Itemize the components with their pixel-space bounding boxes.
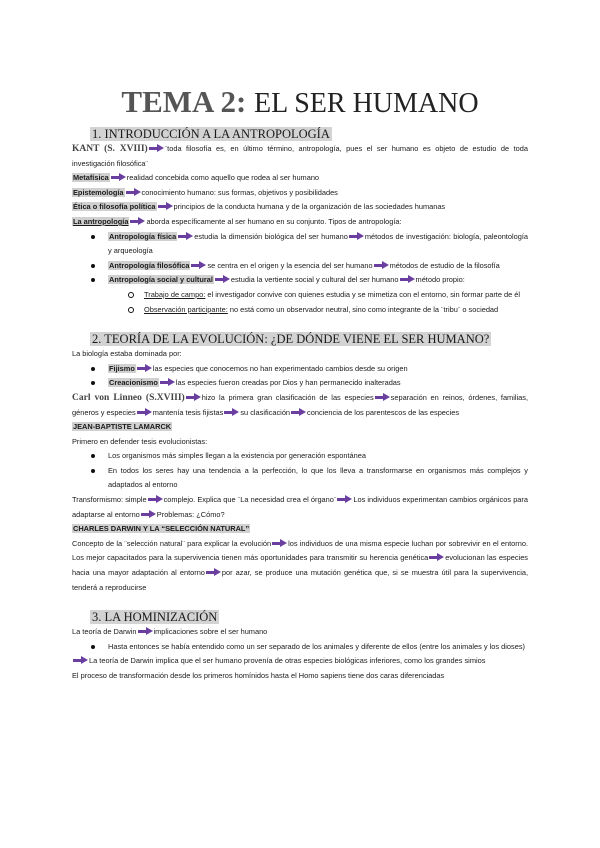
right-arrow-icon xyxy=(130,218,145,225)
right-arrow-icon xyxy=(138,628,153,635)
right-arrow-icon xyxy=(149,145,164,152)
right-arrow-icon xyxy=(160,379,175,386)
implica-line: La teoría de Darwin implica que el ser humano provenía de otras especies biológicas inferiores, como los grandes simios xyxy=(72,654,528,669)
biologia-intro: La biología estaba dominada por: xyxy=(72,349,182,359)
right-arrow-icon xyxy=(291,409,306,416)
darwin-paragraph: Concepto de la ¨selección natural¨ para explicar la evolución los individuos de una misma especie luchan por sobrevivir en el entorno. Los mejor capacitados para la supervivencia tienen más oportunidades para transmitir su herencia genética evolucionan las especies hacia una mayor adaptación al entorno por azar, se produce una mutación genética que, si se muestra útil para la supervivencia, tenderá a reproducirse xyxy=(72,538,528,592)
lamarck-intro: Primero en defender tesis evolucionistas: xyxy=(72,436,208,446)
right-arrow-icon xyxy=(272,540,287,547)
right-arrow-icon xyxy=(374,262,389,269)
section-2-heading: 2. TEORÍA DE LA EVOLUCIÓN: ¿DE DÓNDE VIENE EL SER HUMANO? xyxy=(92,332,490,347)
right-arrow-icon xyxy=(141,511,156,518)
right-arrow-icon xyxy=(126,189,141,196)
right-arrow-icon xyxy=(215,276,230,283)
right-arrow-icon xyxy=(349,233,364,240)
kant-paragraph: KANT (S. XVIII) ¨toda filosofía es, en último término, antropología, pues el ser humano es objeto de estudio de toda investigación filosófica¨ xyxy=(72,144,528,168)
right-arrow-icon xyxy=(73,657,88,664)
right-arrow-icon xyxy=(224,409,239,416)
transformismo-paragraph: Transformismo: simple complejo. Explica que ¨La necesidad crea el órgano¨ Los individuos experimentan cambios orgánicos para adaptarse al entorno Problemas: ¿Cómo? xyxy=(72,495,528,519)
right-arrow-icon xyxy=(137,365,152,372)
list-item-lamarck-1: Los organismos más simples llegan a la existencia por generación espontánea xyxy=(72,449,528,464)
right-arrow-icon xyxy=(186,394,201,401)
right-arrow-icon xyxy=(158,203,173,210)
list-item-fisica: Antropología física estudia la dimensión biológica del ser humano métodos de investigación: biología, paleontología y arqueología xyxy=(72,230,528,259)
right-arrow-icon xyxy=(429,554,444,561)
right-arrow-icon xyxy=(191,262,206,269)
right-arrow-icon xyxy=(400,276,415,283)
title-number: TEMA 2: xyxy=(121,84,247,119)
epistemologia-line: Epistemología conocimiento humano: sus formas, objetivos y posibilidades xyxy=(73,187,338,197)
linneo-paragraph: Carl von Linneo (S.XVIII) hizo la primera gran clasificación de las especies separación en reinos, órdenes, familias, géneros y especies mantenía tesis fijistas su clasificación conciencia de los parentescos de las especies xyxy=(72,392,528,417)
right-arrow-icon xyxy=(337,496,352,503)
metafisica-line: Metafísica realidad concebida como aquello que rodea al ser humano xyxy=(73,173,320,183)
darwin-heading: CHARLES DARWIN Y LA “SELECCIÓN NATURAL” xyxy=(73,524,250,534)
list-item-lamarck-2: En todos los seres hay una tendencia a la perfección, lo que los lleva a transformarse en organismos más complejos y adaptados al entorno xyxy=(72,464,528,493)
list-item-filosofica: Antropología filosófica se centra en el origen y la esencia del ser humano métodos de estudio de la filosofía xyxy=(72,259,528,274)
section-3-heading: 3. LA HOMINIZACIÓN xyxy=(92,610,218,625)
list-item-observacion: Observación participante: no está como un observador neutral, sino como integrante de la ¨tribu¨ o sociedad xyxy=(72,303,528,318)
antropologia-line: La antropología aborda específicamente al ser humano en su conjunto. Tipos de antropología: xyxy=(73,216,402,226)
proceso-line: El proceso de transformación desde los primeros homínidos hasta el Homo sapiens tiene dos caras diferenciadas xyxy=(72,671,445,680)
right-arrow-icon xyxy=(375,394,390,401)
page-title xyxy=(72,82,528,122)
right-arrow-icon xyxy=(148,496,163,503)
right-arrow-icon xyxy=(111,174,126,181)
section-1-heading: 1. INTRODUCCIÓN A LA ANTROPOLOGÍA xyxy=(92,127,330,141)
list-item-social: Antropología social y cultural estudia la vertiente social y cultural del ser humano método propio: xyxy=(72,273,528,288)
lamarck-heading: JEAN-BAPTISTE LAMARCK xyxy=(73,422,172,432)
list-item-hominizacion: Hasta entonces se había entendido como un ser separado de los animales y diferente de ellos (entre los animales y los dioses) xyxy=(72,640,528,655)
etica-line: Ética o filosofía política principios de la conducta humana y de la organización de las sociedades humanas xyxy=(73,202,446,212)
right-arrow-icon xyxy=(178,233,193,240)
hominizacion-intro: La teoría de Darwin implicaciones sobre el ser humano xyxy=(72,627,268,637)
title-text: EL SER HUMANO xyxy=(254,88,479,119)
right-arrow-icon xyxy=(137,409,152,416)
list-item-creacionismo: Creacionismo las especies fueron creadas por Dios y han permanecido inalteradas xyxy=(72,376,528,391)
list-item-campo: Trabajo de campo: el investigador convive con quienes estudia y se mimetiza con el entorno, sin formar parte de él xyxy=(72,288,528,303)
right-arrow-icon xyxy=(206,569,221,576)
list-item-fijismo: Fijismo las especies que conocemos no han experimentado cambios desde su origen xyxy=(72,362,528,377)
